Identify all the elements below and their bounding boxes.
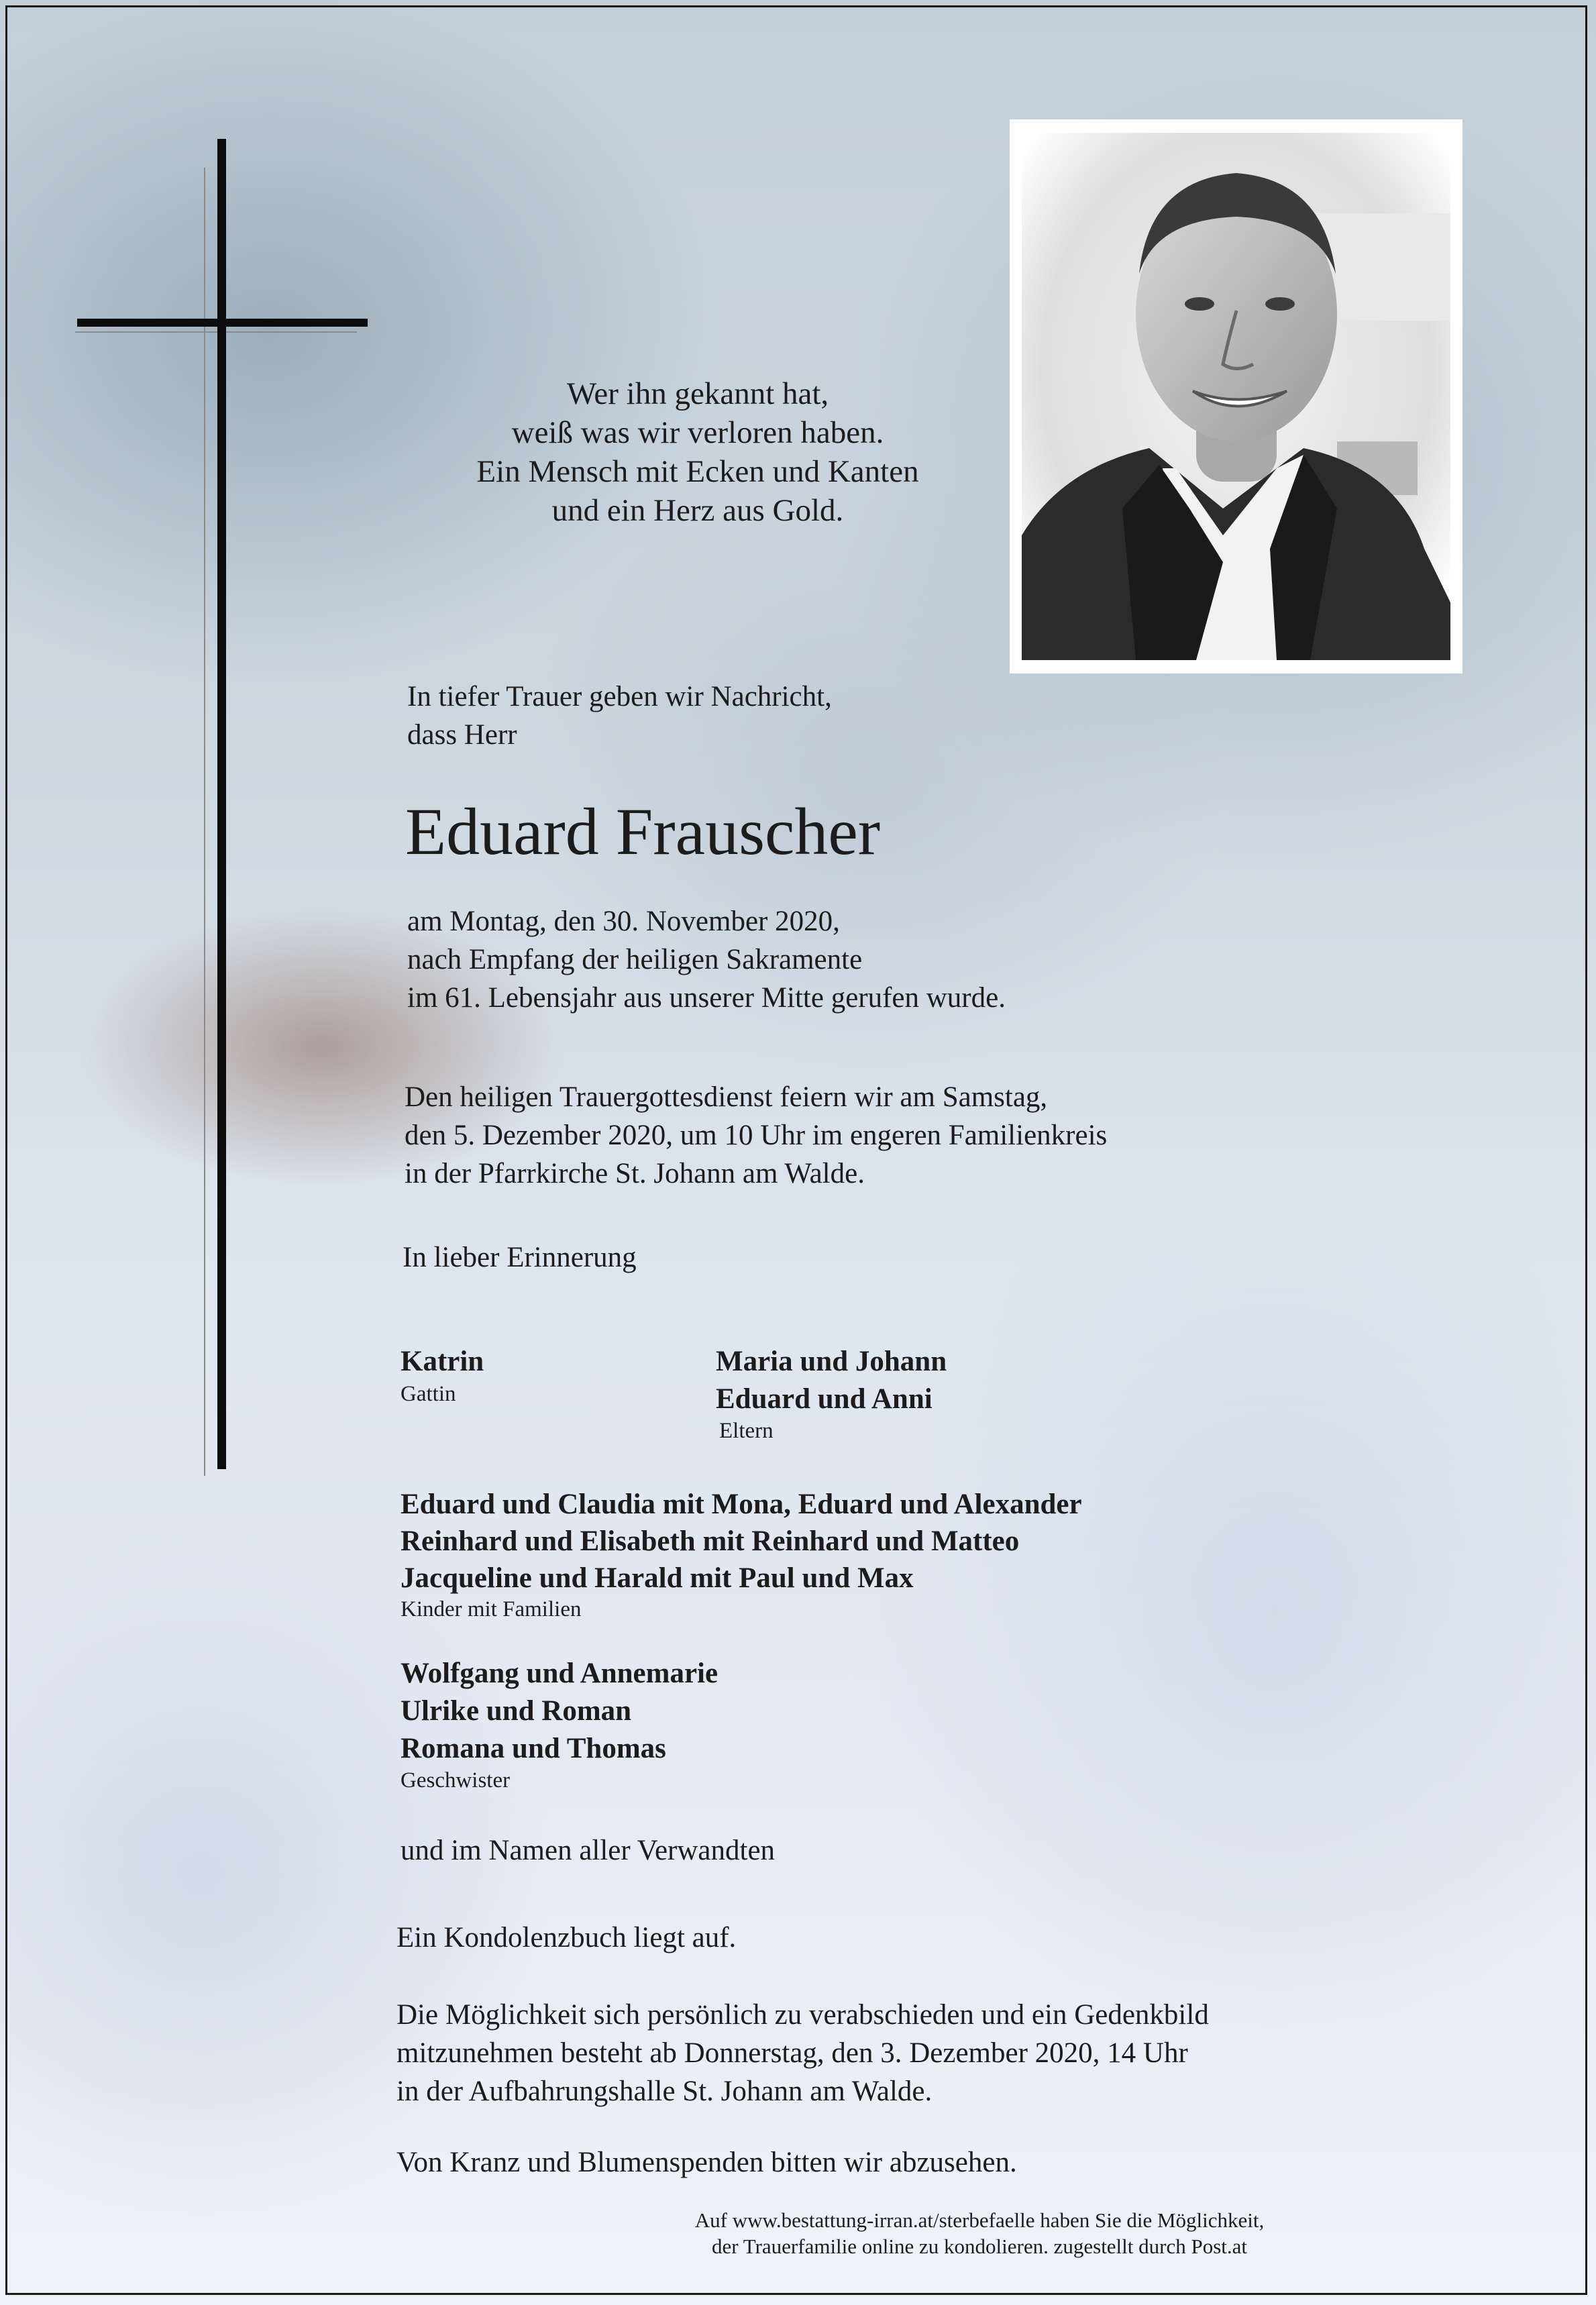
intro-line: In tiefer Trauer geben wir Nachricht, [407, 681, 832, 712]
relatives-note: und im Namen aller Verwandten [401, 1835, 776, 1866]
death-line: nach Empfang der heiligen Sakramente [407, 944, 863, 975]
portrait-photo [1010, 119, 1462, 674]
mourner-spouse [401, 1343, 484, 1407]
farewell-viewing [396, 1996, 1209, 2110]
announcement-intro [407, 678, 832, 754]
death-line: am Montag, den 30. November 2020, [407, 906, 840, 937]
mourner-name: Eduard und Anni [716, 1383, 933, 1415]
quote-line: Wer ihn gekannt hat, [566, 376, 829, 411]
cross-shadow-vertical [204, 168, 205, 1476]
quote-line: weiß was wir verloren haben. [511, 415, 884, 450]
quote-line: Ein Mensch mit Ecken und Kanten [476, 454, 919, 489]
mourner-name: Reinhard und Elisabeth mit Reinhard und Matteo [401, 1525, 1020, 1557]
footer-online-condolence [577, 2207, 1382, 2259]
cross-vertical-beam [217, 139, 226, 1469]
condolence-book-note: Ein Kondolenzbuch liegt auf. [396, 1922, 737, 1953]
service-line: in der Pfarrkirche St. Johann am Walde. [405, 1158, 865, 1189]
mourner-role: Kinder mit Familien [401, 1597, 582, 1621]
memorial-quote [322, 374, 1073, 530]
mourner-name: Eduard und Claudia mit Mona, Eduard und Alexander [401, 1489, 1082, 1520]
mourner-role: Gattin [401, 1382, 456, 1406]
mourner-role: Eltern [719, 1419, 774, 1443]
mourner-name: Maria und Johann [716, 1346, 947, 1377]
mourner-children [401, 1486, 1082, 1622]
mourner-name: Katrin [401, 1346, 484, 1377]
mourner-siblings [401, 1655, 718, 1793]
farewell-line: Die Möglichkeit sich persönlich zu verabschieden und ein Gedenkbild [396, 1999, 1209, 2031]
flowers-note: Von Kranz und Blumenspenden bitten wir abzusehen. [396, 2147, 1017, 2178]
intro-line: dass Herr [407, 719, 517, 751]
farewell-line: mitzunehmen besteht ab Donnerstag, den 3. Dezember 2020, 14 Uhr [396, 2037, 1188, 2069]
mourner-name: Ulrike und Roman [401, 1695, 632, 1727]
funeral-service [405, 1078, 1107, 1193]
service-line: Den heiligen Trauergottesdienst feiern wir am Samstag, [405, 1081, 1048, 1113]
service-line: den 5. Dezember 2020, um 10 Uhr im engeren Familienkreis [405, 1120, 1108, 1151]
death-details [407, 902, 1006, 1017]
mourner-role: Geschwister [401, 1768, 511, 1792]
footer-line: Auf www.bestattung-irran.at/sterbefaelle haben Sie die Möglichkeit, [694, 2208, 1265, 2232]
cross-shadow-horizontal [75, 331, 357, 333]
cross-horizontal-beam [77, 319, 368, 327]
footer-line: der Trauerfamilie online zu kondolieren. zugestellt durch Post.at [711, 2235, 1248, 2258]
mourner-name: Wolfgang und Annemarie [401, 1658, 719, 1689]
quote-line: und ein Herz aus Gold. [551, 493, 844, 528]
mourner-parents [716, 1343, 947, 1444]
mourner-name: Romana und Thomas [401, 1733, 666, 1764]
portrait-image [1022, 133, 1450, 660]
deceased-name: Eduard Frauscher [405, 794, 881, 869]
mourner-name: Jacqueline und Harald mit Paul und Max [401, 1562, 914, 1594]
farewell-line: in der Aufbahrungshalle St. Johann am Walde. [396, 2076, 933, 2107]
in-loving-memory: In lieber Erinnerung [403, 1242, 637, 1273]
death-line: im 61. Lebensjahr aus unserer Mitte gerufen wurde. [407, 982, 1006, 1014]
